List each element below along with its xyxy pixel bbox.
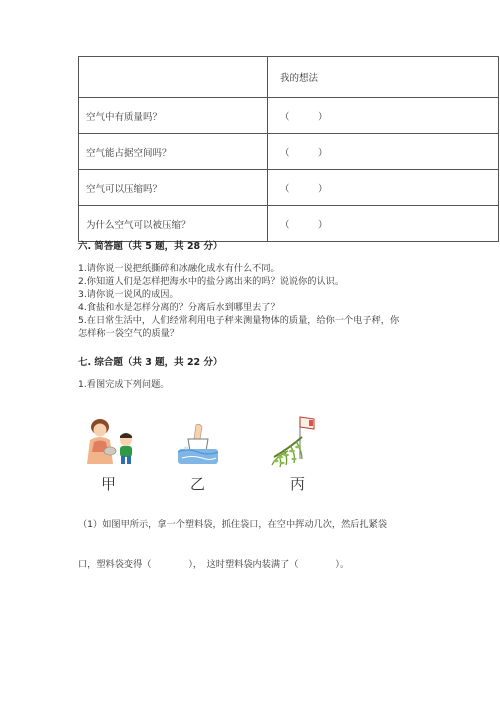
table-row — [79, 206, 499, 242]
table-answer-cell[interactable]: （ ） — [268, 134, 499, 170]
table-answer-cell[interactable]: （ ） — [268, 170, 499, 206]
section6-title: 六. 简答题（共 5 题，共 28 分） — [78, 241, 223, 252]
table-question-cell: 空气可以压缩吗？ — [79, 170, 268, 206]
subquestion-text: （1）如图甲所示，拿一个塑料袋，抓住袋口，在空中挥动几次，然后扎紧袋 — [78, 519, 388, 530]
table-row — [79, 98, 499, 134]
cup-in-water-illustration — [176, 423, 220, 468]
section6-item: 4.食盐和水是怎样分离的？分离后水到哪里去了？ — [78, 302, 280, 313]
table-question-cell: 空气中有质量吗？ — [79, 98, 268, 134]
section6-item: 2.你知道人们是怎样把海水中的盐分离出来的吗？说说你的认识。 — [78, 276, 345, 287]
section6-item: 3.请你说一说风的成因。 — [78, 289, 179, 300]
section7-question1: 1.看图完成下列问题。 — [78, 379, 170, 390]
table-row — [79, 170, 499, 206]
section6-item: 1.请你说一说把纸撕碎和冰融化成水有什么不同。 — [78, 263, 280, 274]
subquestion-text-blanks[interactable]: 口，塑料袋变得（ ）， 这时塑料袋内装满了（ ）。 — [78, 559, 350, 570]
table-header-cell-empty — [79, 57, 268, 98]
table-row — [79, 134, 499, 170]
table-question-cell: 为什么空气可以被压缩？ — [79, 206, 268, 242]
table-header-my-idea: 我的想法 — [268, 57, 499, 98]
table-answer-cell[interactable]: （ ） — [268, 98, 499, 134]
willow-flag-illustration — [268, 413, 330, 468]
question-table — [78, 56, 499, 242]
table-header-row — [79, 57, 499, 98]
table-question-cell: 空气能占据空间吗？ — [79, 134, 268, 170]
mother-child-illustration — [82, 418, 144, 468]
figure-caption-yi: 乙 — [190, 475, 206, 493]
figure-caption-bing: 丙 — [290, 475, 306, 493]
section7-title: 七. 综合题（共 3 题，共 22 分） — [78, 357, 223, 368]
section6-item: 怎样称一袋空气的质量？ — [78, 328, 180, 339]
table-answer-cell[interactable]: （ ） — [268, 206, 499, 242]
figure-caption-jia: 甲 — [101, 475, 117, 493]
section6-item: 5.在日常生活中，人们经常利用电子秤来测量物体的质量，给你一个电子秤，你 — [78, 315, 400, 326]
